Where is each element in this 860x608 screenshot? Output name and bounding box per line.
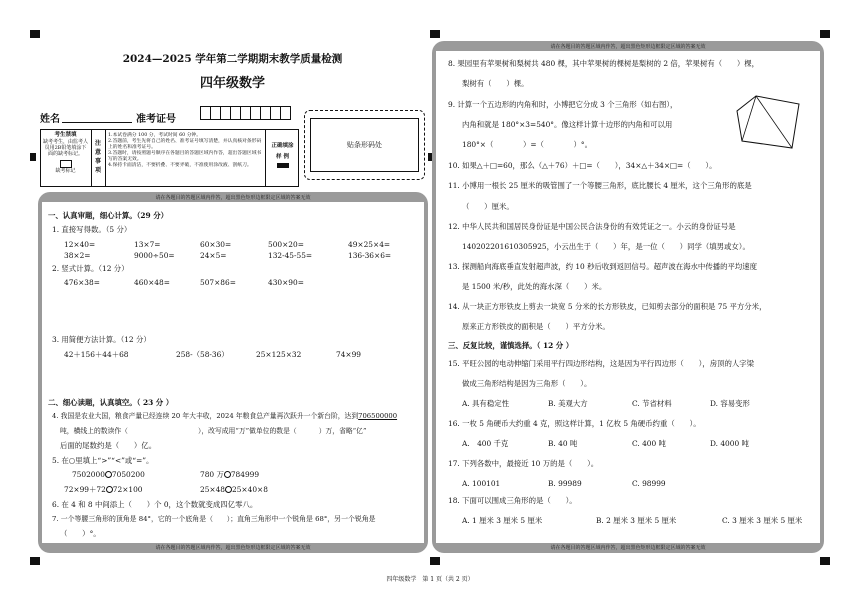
rule-item: 2.答题前，考生先将自己的姓名、准考证号填写清楚，并认真核对条形码上的姓名和准考证号。 [108,139,262,150]
option-item[interactable]: D. 容易变形 [710,399,750,408]
question-13-line2: 是 1500 米/秒，此处的海水深（ ）米。 [462,282,607,291]
exam-subject: 四年级数学 [199,76,265,91]
question-10: 10. 如果△＋□=60，那么（△＋76）＋□=（ ），34×△＋34×□=（ ）。 [448,161,717,170]
name-label: 姓名 [40,114,60,125]
question-14-line2: 原来正方形铁皮的面积是（ ）平方分米。 [462,322,610,331]
rule-item: 1.本试卷满分 100 分，考试时间 60 分钟。 [108,133,202,138]
section-2-title: 二、细心读题，认真填空。（ 23 分 ） [48,398,174,407]
highlight-number: 706500000 [358,412,398,420]
question-17: 17. 下列各数中，最接近 10 万的是（ ）。 [448,459,599,468]
fill-example-cell [265,129,299,187]
compare-circle[interactable] [105,471,112,478]
question-18: 18. 下面可以围成三角形的是（ ）。 [448,496,577,505]
option-item[interactable]: A. 1 厘米 3 厘米 5 厘米 [462,516,543,525]
simplify-item: 258-（58-36） [176,350,229,359]
option-item[interactable]: A. 100101 [462,479,501,488]
question-4-line2: 吨，横线上的数读作（ ），改写成用“万”做单位的数是（ ）万，省略“亿” [60,427,367,435]
registration-mark [30,557,40,565]
compare-circle[interactable] [224,471,231,478]
vertical-calc-item: 507×86= [200,278,236,287]
question-4-line3: 后面的尾数约是（ ）亿。 [60,441,157,450]
compare-item: 780 万 784999 [200,470,260,479]
option-item[interactable]: B. 2 厘米 3 厘米 5 厘米 [596,516,677,525]
section-3-title: 三、反复比较，谨慎选择。（ 12 分 ） [448,341,574,350]
registration-mark [30,30,40,38]
calc-item: 9000÷50= [134,251,175,260]
calc-item: 132-45-55= [268,251,313,260]
attention-label: 注意事项 [95,140,102,174]
question-6: 6. 在 4 和 8 中间添上（ ）个 0，这个数就变成四亿零八。 [52,500,258,509]
question-14: 14. 从一块正方形铁皮上剪去一块宽 5 分米的长方形铁皮，已知剪去部分的面积是 75 平方分米， [448,302,767,311]
registration-mark [820,557,830,565]
option-item[interactable]: C. 400 吨 [632,439,666,448]
vertical-calc-item: 476×38= [64,278,100,287]
question-15-line2: 做成三角形结构是因为三角形（ ）。 [462,379,592,388]
barcode-area [310,118,419,172]
option-item[interactable]: A. 具有稳定性 [462,399,509,408]
calc-item: 60×30= [200,240,232,249]
option-item[interactable]: B. 美观大方 [548,399,588,408]
compare-item: 72×99＋72 72×100 [64,485,143,494]
rule-item: 3.答题时，请按照题号顺序在各题目的答题区域内作答，超出答题区域书写的答案无效。 [108,151,262,162]
question-2: 2. 竖式计算。（12 分） [52,264,129,273]
missing-mark-box[interactable] [60,160,72,168]
fill-example-mark [277,163,289,168]
calc-item: 13×7= [134,240,161,249]
calc-item: 49×25×4= [348,240,391,249]
compare-circle[interactable] [225,486,232,493]
calc-item: 136-36×6= [348,251,392,260]
warning-bottom: 请在各题目的答题区域内作答，超出黑色矩形边框限定区域的答案无效 [155,545,311,551]
option-item[interactable]: A. 400 千克 [462,439,509,448]
registration-mark [430,30,440,38]
fill-example-label: 正确填涂 [271,143,294,149]
calc-item: 500×20= [268,240,304,249]
attention-label-cell [92,129,106,187]
pentagon-figure [736,93,806,151]
calc-item: 12×40= [64,240,96,249]
question-4: 4. 我国是农业大国，粮食产量已经连续 20 年大丰收，2024 年粮食总产量再次跃升一个新台阶，达到706500000 [52,412,398,420]
missing-instruction: 缺考考生，由监考人员用2B铅笔填涂下面的缺考标记。 [43,139,89,157]
option-item[interactable]: C. 98999 [632,479,666,488]
question-9: 9. 计算一个五边形的内角和时，小博把它分成 3 个三角形（如右图）， [448,100,678,109]
option-item[interactable]: B. 99989 [548,479,582,488]
notice-heading: 考生禁填 [54,132,77,138]
rule-item: 4.保持卡面清洁，不要折叠、不要弄破，不准使用涂改液、刮纸刀。 [108,163,252,168]
simplify-item: 42＋156＋44＋68 [64,350,129,359]
fill-example-sub: 样 例 [276,154,289,160]
simplify-item: 74×99 [336,350,362,359]
question-7: 7. 一个等腰三角形的顶角是 84°，它的一个底角是（ ）；直角三角形中一个锐角是 68°，另一个锐角是 [52,515,376,523]
compare-item: 25×48 25×40×8 [200,485,268,494]
question-13: 13. 探测船向海底垂直发射超声波，约 10 秒后收到返回信号。超声波在海水中传播的平均速度 [448,262,758,271]
option-item[interactable]: C. 3 厘米 3 厘米 5 厘米 [722,516,803,525]
question-8: 8. 果园里有苹果树和梨树共 480 棵，其中苹果树的棵树是梨树的 2 倍，苹果树有（ ）棵， [448,59,760,68]
question-1: 1. 直接写得数。（5 分） [52,225,132,234]
question-15: 15. 平旺公园的电动伸缩门采用平行四边形结构，这是因为平行四边形（ ），房顶的人字梁 [448,359,755,368]
vertical-calc-item: 460×48= [134,278,170,287]
question-16: 16. 一枚 5 角硬币大约重 4 克，照这样计算，1 亿枚 5 角硬币约重（ ）。 [448,419,701,428]
missing-section [40,129,92,187]
question-5: 5. 在○里填上“>”“<”或“=”。 [52,456,154,465]
vertical-calc-item: 430×90= [268,278,304,287]
question-11-line2: （ ）厘米。 [462,202,514,211]
warning-top: 请在各题目的答题区域内作答，超出黑色矩形边框限定区域的答案无效 [155,195,311,201]
registration-mark [30,153,36,161]
ticket-label: 准考证号 [136,114,176,125]
simplify-item: 25×125×32 [256,350,302,359]
barcode-label: 贴条形码处 [347,141,382,149]
warning-bottom: 请在各题目的答题区域内作答，超出黑色矩形边框限定区域的答案无效 [550,545,706,551]
question-8-line2: 梨树有（ ）棵。 [462,79,529,88]
ticket-number-boxes[interactable] [200,106,290,120]
question-3: 3. 用简便方法计算。（12 分） [52,335,151,344]
page-footer: 四年级数学 第 1 页（共 2 页） [386,576,474,583]
question-12-line2: 14020220161030​5925，小云出生于（ ）年，是一位（ ）同学（填男或女）。 [462,242,750,251]
question-11: 11. 小博用一根长 25 厘米的吸管围了一个等腰三角形，底比腰长 4 厘米，这个三角形的底是 [448,181,752,190]
section-1-title: 一、认真审题，细心计算。（29 分） [48,211,169,220]
question-12: 12. 中华人民共和国居民身份证是中国公民合法身份的有效凭证之一。小云的身份证号是 [448,222,736,231]
exam-title: 2024—2025 学年第二学期期末教学质量检测 [122,53,343,65]
compare-circle[interactable] [106,486,113,493]
calc-item: 38×2= [64,251,91,260]
question-9-line3: 180°×（ ）=（ ）°。 [462,140,592,149]
option-item[interactable]: B. 40 吨 [548,439,578,448]
question-9-line2: 内角和就是 180°×3=540°。像这样计算十边形的内角和可以用 [462,120,673,129]
registration-mark [820,30,830,38]
option-item[interactable]: C. 节省材料 [632,399,672,408]
name-field[interactable] [62,122,132,123]
question-7-line2: （ ）°。 [60,529,101,538]
rules-list [108,133,262,169]
option-item[interactable]: D. 4000 吨 [710,439,749,448]
compare-item: 7502000 7050200 [72,470,145,479]
missing-mark-label: 缺考标记 [55,168,76,174]
calc-item: 24×5= [200,251,227,260]
warning-top: 请在各题目的答题区域内作答，超出黑色矩形边框限定区域的答案无效 [550,44,706,50]
registration-mark [430,557,440,565]
